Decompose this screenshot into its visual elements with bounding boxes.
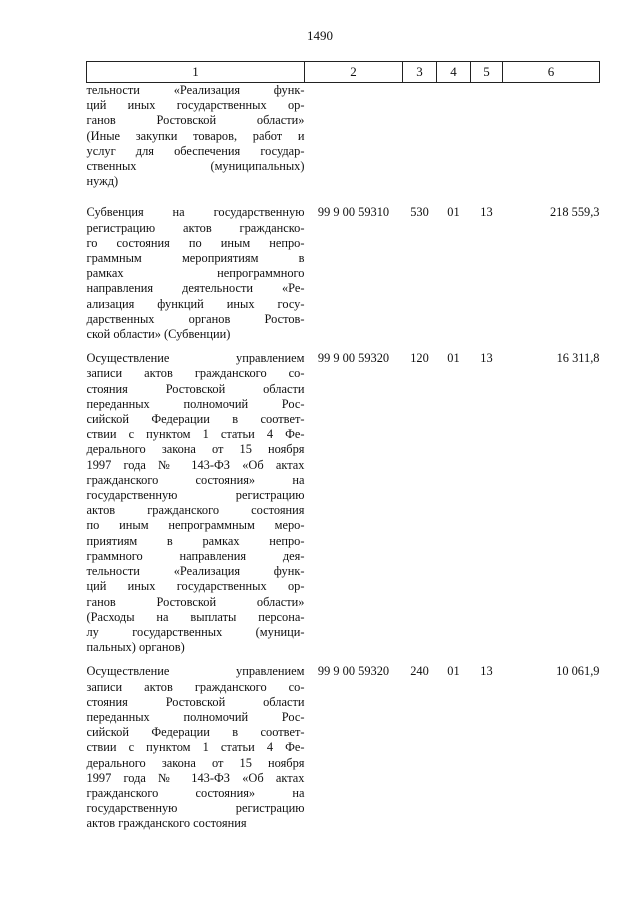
expense-type xyxy=(403,83,437,206)
section-code: 01 xyxy=(447,205,460,220)
description-line: стояния Ростовской области xyxy=(86,694,305,709)
description-line: пальных) органов) xyxy=(86,640,185,655)
section-code: 01 xyxy=(447,664,460,679)
column-header: 5 xyxy=(471,62,503,83)
description-line: (Расходы на выплаты персона- xyxy=(86,609,305,624)
description-line: ганов Ростовской области» xyxy=(86,594,305,609)
subsection-code xyxy=(471,83,503,206)
table-row xyxy=(87,664,600,840)
amount: 16 311,8 xyxy=(556,351,600,366)
header-row xyxy=(87,62,600,83)
budget-table xyxy=(86,61,600,841)
description-line: ственных (муниципальных) xyxy=(86,159,305,174)
description-line: записи актов гражданского со- xyxy=(86,679,305,694)
expense-description xyxy=(87,83,305,206)
description-line: рамках непрограммного xyxy=(86,266,305,281)
description-line: ций иных государственных ор- xyxy=(86,579,305,594)
page-number: 1490 xyxy=(307,28,333,43)
table-row xyxy=(87,83,600,206)
description-line: ций иных государственных ор- xyxy=(86,98,305,113)
description-line: Субвенция на государственную xyxy=(86,205,305,220)
description-line: государственную регистрацию xyxy=(86,801,305,816)
description-line: переданных полномочий Рос- xyxy=(86,396,305,411)
expense-type: 120 xyxy=(410,351,429,366)
description-line: граммного направления дея- xyxy=(86,548,305,563)
amount: 10 061,9 xyxy=(556,664,600,679)
description-line: Осуществление управлением xyxy=(86,351,305,366)
column-header: 1 xyxy=(87,62,305,83)
description-line: нужд) xyxy=(86,174,119,189)
column-header: 6 xyxy=(503,62,600,83)
description-line: ализация функций иных госу- xyxy=(86,296,305,311)
description-line: гражданского состояния» на xyxy=(86,472,305,487)
description-line: дарственных органов Ростов- xyxy=(86,311,305,326)
description-line: граммным мероприятиям в xyxy=(86,251,305,266)
description-line: дерального закона от 15 ноября xyxy=(86,755,305,770)
table-body xyxy=(87,83,600,841)
subsection-code: 13 xyxy=(480,205,493,220)
description-line: лу государственных (муници- xyxy=(86,624,305,639)
expense-description xyxy=(87,351,305,664)
column-header: 2 xyxy=(305,62,403,83)
subsection-code: 13 xyxy=(480,664,493,679)
expense-description xyxy=(87,664,305,840)
description-line: записи актов гражданского со- xyxy=(86,366,305,381)
description-line: ствии с пунктом 1 статьи 4 Фе- xyxy=(86,740,305,755)
description-line: ганов Ростовской области» xyxy=(86,113,305,128)
expense-type: 530 xyxy=(410,205,429,220)
description-line: ствии с пунктом 1 статьи 4 Фе- xyxy=(86,427,305,442)
description-line: тельности «Реализация функ- xyxy=(86,564,305,579)
table-row xyxy=(87,205,600,351)
description-line: по иным непрограммным меро- xyxy=(86,518,305,533)
section-code xyxy=(437,83,471,206)
description-line: тельности «Реализация функ- xyxy=(86,83,305,97)
column-header: 3 xyxy=(403,62,437,83)
expense-type: 240 xyxy=(410,664,429,679)
table-row xyxy=(87,351,600,664)
target-code: 99 9 00 59320 xyxy=(317,664,390,679)
description-line: 1997 года № 143-ФЗ «Об актах xyxy=(86,457,305,472)
description-line: (Иные закупки товаров, работ и xyxy=(86,128,305,143)
description-line: сийской Федерации в соответ- xyxy=(86,725,305,740)
description-line: стояния Ростовской области xyxy=(86,381,305,396)
description-line: государственную регистрацию xyxy=(86,488,305,503)
description-line: дерального закона от 15 ноября xyxy=(86,442,305,457)
description-line: го состояния по иным непро- xyxy=(86,235,305,250)
description-line: переданных полномочий Рос- xyxy=(86,709,305,724)
target-code: 99 9 00 59320 xyxy=(317,351,390,366)
description-line: направления деятельности «Ре- xyxy=(86,281,305,296)
description-line: гражданского состояния» на xyxy=(86,785,305,800)
description-line: актов гражданского состояния xyxy=(86,503,305,518)
section-code: 01 xyxy=(447,351,460,366)
description-line: Осуществление управлением xyxy=(86,664,305,679)
description-line: приятиям в рамках непро- xyxy=(86,533,305,548)
description-line: регистрацию актов гражданско- xyxy=(86,220,305,235)
subsection-code: 13 xyxy=(480,351,493,366)
target-code xyxy=(305,83,403,206)
description-line: услуг для обеспечения государ- xyxy=(86,143,305,158)
amount xyxy=(503,83,600,206)
description-line: сийской Федерации в соответ- xyxy=(86,412,305,427)
amount: 218 559,3 xyxy=(549,205,600,220)
target-code: 99 9 00 59310 xyxy=(317,205,390,220)
description-line: 1997 года № 143-ФЗ «Об актах xyxy=(86,770,305,785)
description-line: ской области» (Субвенции) xyxy=(86,327,231,342)
column-header: 4 xyxy=(437,62,471,83)
expense-description xyxy=(87,205,305,351)
description-line: актов гражданского состояния xyxy=(86,816,247,831)
